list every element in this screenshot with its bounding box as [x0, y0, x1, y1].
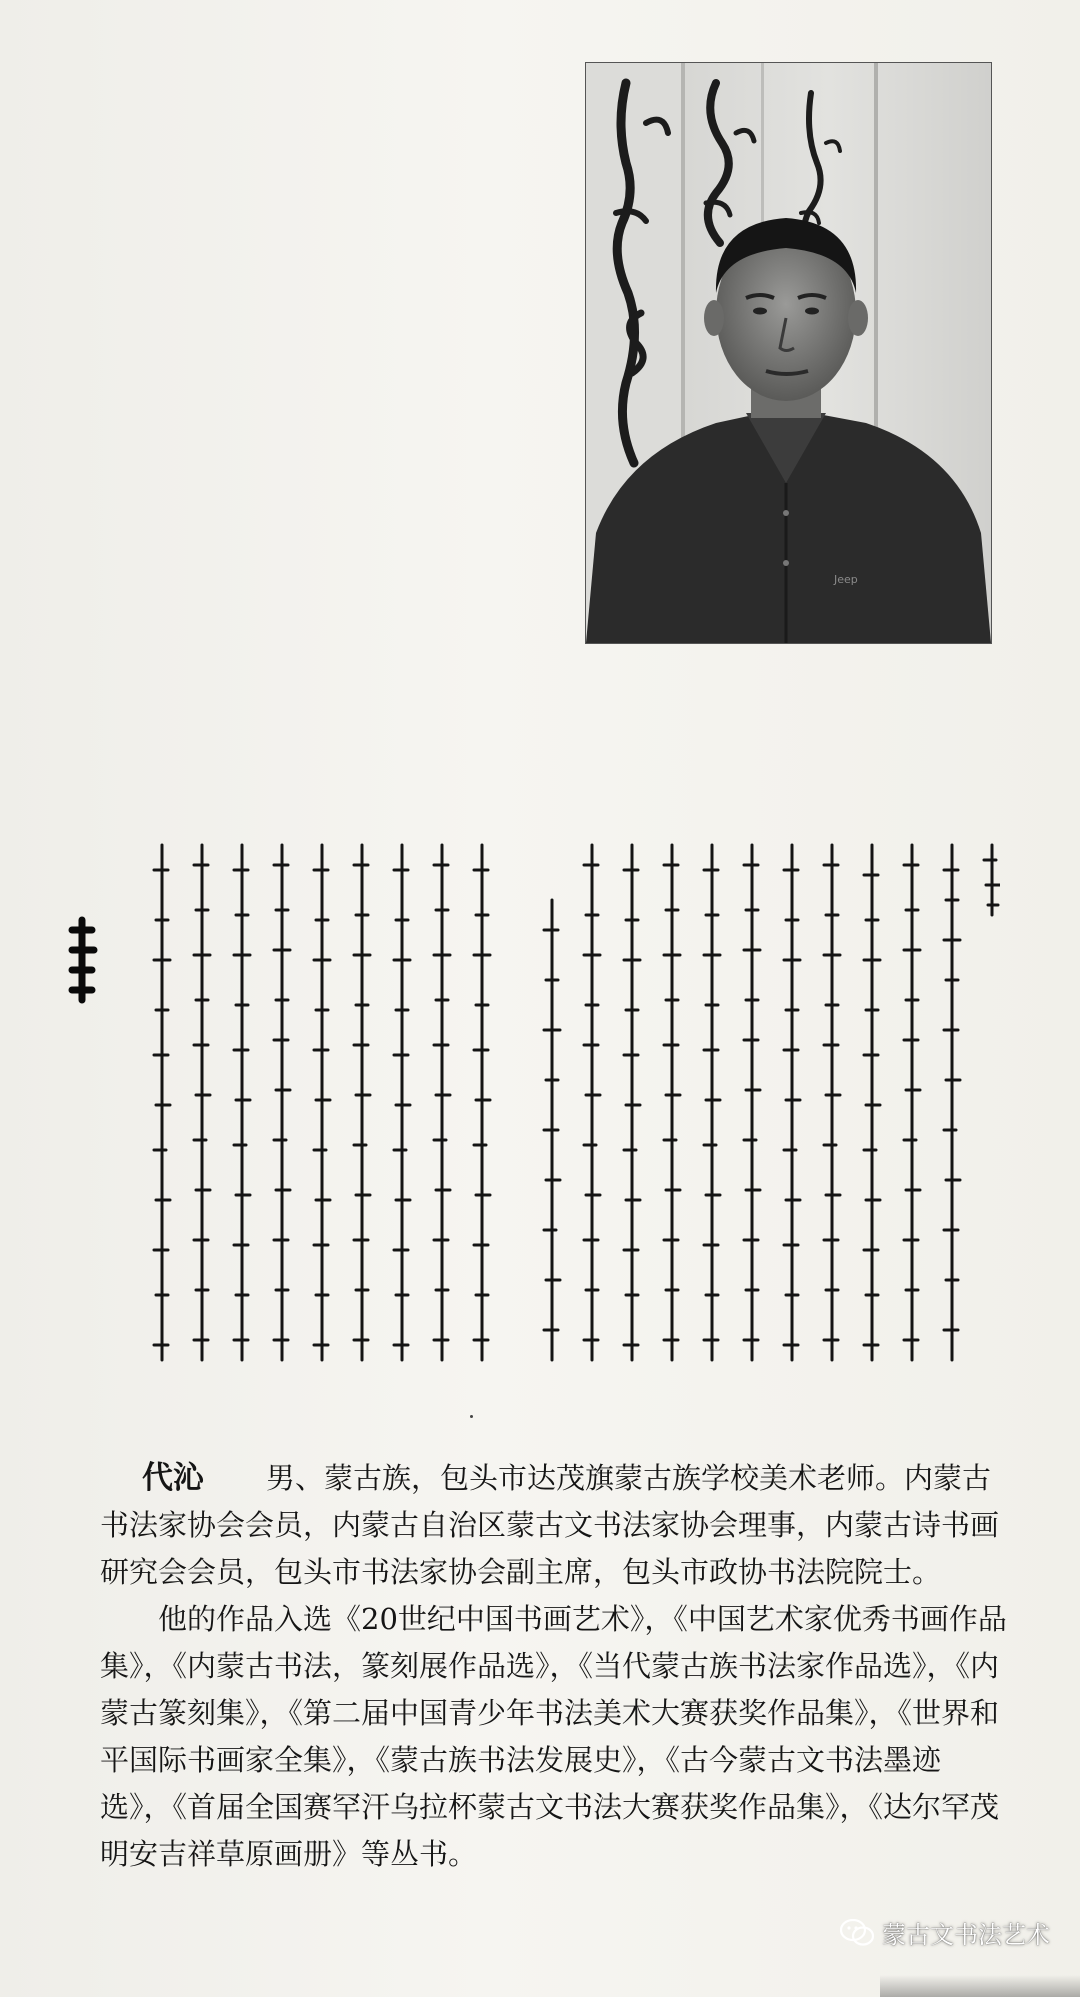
mongolian-column	[154, 845, 170, 1360]
mongolian-column	[944, 845, 960, 1360]
mongolian-column	[824, 845, 840, 1360]
mongolian-column	[984, 845, 1000, 915]
mongolian-column	[434, 845, 450, 1360]
bio-paragraph-2: 他的作品入选《20世纪中国书画艺术》，《中国艺术家优秀书画作品集》，《内蒙古书法，篆刻展作品选》，《当代蒙古族书法家作品选》，《内蒙古篆刻集》，《第二届中国青少年书法美术大赛获奖作品集》，《世界和平国际书画家全集》，《蒙古族书法发展史》，《古今蒙古文书法墨迹选》，《首届全国赛罕汗乌拉杯蒙古文书法大赛获奖作品集》，《达尔罕茂明安吉祥草原画册》等丛书。	[100, 1602, 1007, 1871]
mongolian-column	[704, 845, 720, 1360]
portrait-photo	[585, 62, 992, 644]
mongolian-name	[72, 920, 94, 1000]
watermark-text: 蒙古文书法艺术	[882, 1921, 1050, 1949]
page-dot	[470, 1415, 473, 1418]
biography-text	[100, 1455, 1010, 1878]
svg-text:Jeep: Jeep	[834, 573, 858, 586]
mongolian-column	[864, 845, 880, 1360]
mongolian-column	[394, 845, 410, 1360]
wechat-icon	[840, 1919, 874, 1947]
bio-paragraph-1-text: 男、蒙古族，包头市达茂旗蒙古族学校美术老师。内蒙古书法家协会会员，内蒙古自治区蒙古文书法家协会理事，内蒙古诗书画研究会会员，包头市书法家协会副主席，包头市政协书法院院士。	[100, 1461, 1000, 1589]
page-edge-shadow	[880, 1975, 1080, 1997]
mongolian-column	[194, 845, 210, 1360]
mongolian-column	[544, 900, 560, 1360]
mongolian-column	[314, 845, 330, 1360]
watermark	[840, 1915, 1050, 1950]
mongolian-script-text	[60, 840, 1000, 1380]
mongolian-column	[584, 845, 600, 1360]
bio-paragraph-1	[100, 1455, 1010, 1596]
mongolian-column	[474, 845, 490, 1360]
mongolian-column	[234, 845, 250, 1360]
mongolian-column	[274, 845, 290, 1360]
mongolian-column	[744, 845, 760, 1360]
mongolian-column	[664, 845, 680, 1360]
mongolian-column	[354, 845, 370, 1360]
mongolian-column	[784, 845, 800, 1360]
mongolian-column	[624, 845, 640, 1360]
mongolian-column	[904, 845, 920, 1360]
artist-name: 代沁	[142, 1460, 204, 1496]
